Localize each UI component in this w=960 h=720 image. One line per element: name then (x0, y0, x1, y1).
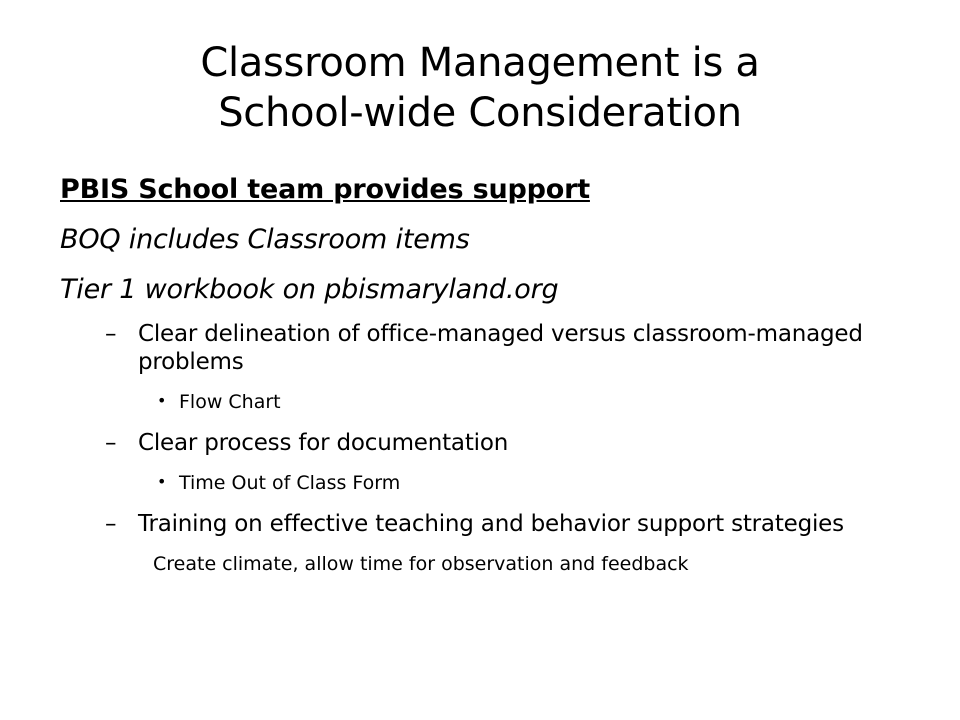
bullet-text: Time Out of Class Form (179, 472, 401, 494)
subpoint-training (60, 510, 920, 538)
dash-marker: – (105, 511, 117, 537)
bullet-flow-chart (60, 389, 920, 415)
bullet-marker: • (157, 472, 167, 491)
slide-title-line-2: School-wide Consideration (218, 90, 742, 136)
heading-pbis-support: PBIS School team provides support (60, 174, 590, 205)
subpoint-text: Training on effective teaching and behavior support strategies (138, 511, 844, 537)
bullet-marker: • (157, 391, 167, 410)
subpoint-text: Clear delineation of office-managed versus classroom-managed problems (138, 321, 863, 375)
dash-marker: – (105, 430, 117, 456)
bullet-text: Flow Chart (179, 391, 281, 413)
subpoint-documentation (60, 429, 920, 457)
point-tier1-workbook: Tier 1 workbook on pbismaryland.org (60, 274, 559, 305)
subpoint-text: Clear process for documentation (138, 430, 509, 456)
subpoint-delineation (60, 320, 920, 376)
note-create-climate (60, 551, 920, 577)
dash-marker: – (105, 321, 117, 347)
slide-content (60, 170, 920, 591)
slide-title (60, 38, 900, 138)
note-text: Create climate, allow time for observation and feedback (153, 553, 689, 575)
slide-title-line-1: Classroom Management is a (200, 40, 760, 86)
point-boq: BOQ includes Classroom items (60, 224, 470, 255)
bullet-time-out-form (60, 470, 920, 496)
